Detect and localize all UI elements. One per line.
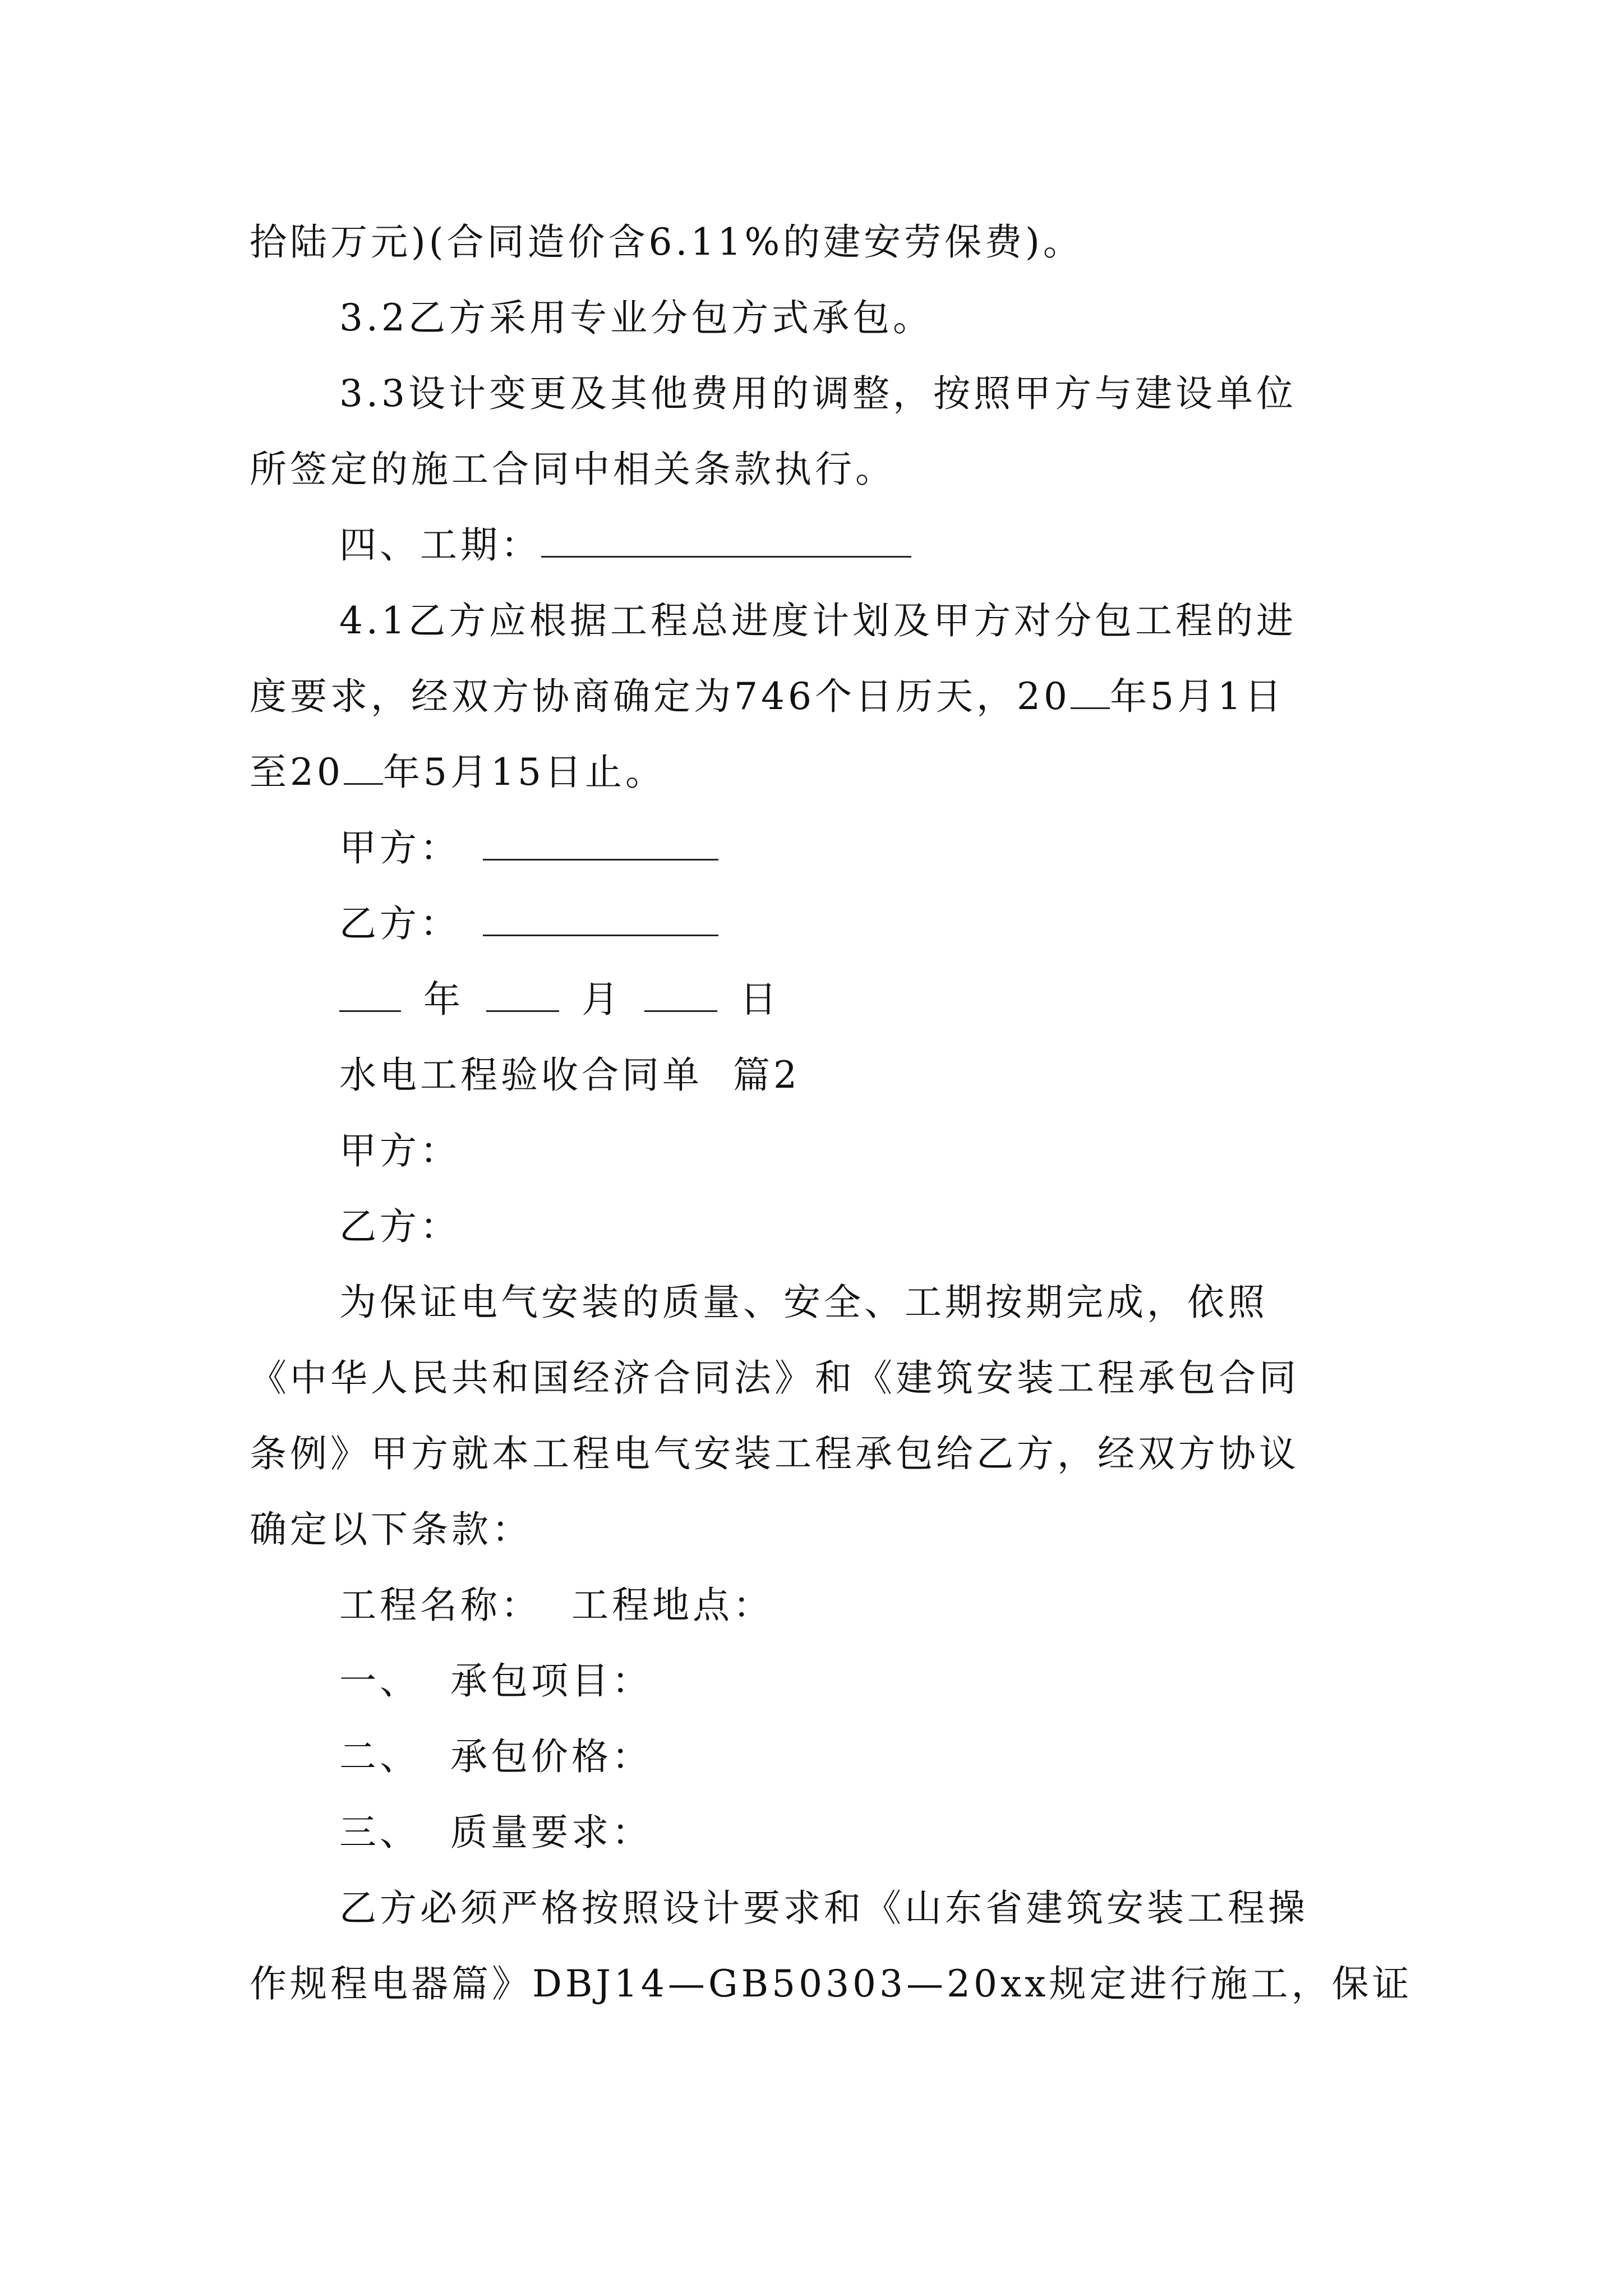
clause-heading: 一、 承包项目： <box>339 1659 652 1703</box>
party-b-line: 乙方： <box>339 1205 460 1248</box>
signature-party-b <box>339 901 718 946</box>
text-run: 年5月15日止。 <box>382 751 666 794</box>
paragraph-line: 3.2乙方采用专业分包方式承包。 <box>339 296 933 339</box>
paragraph-line: 乙方必须严格按照设计要求和《山东省建筑安装工程操 <box>339 1887 1308 1930</box>
fill-blank <box>483 902 718 936</box>
fill-blank <box>483 826 718 861</box>
fill-blank <box>344 751 383 785</box>
section-heading-schedule <box>339 523 911 568</box>
paragraph-line <box>250 750 666 795</box>
paragraph-line: 作规程电器篇》DBJ14—GB50303—20xx规定进行施工，保证 <box>250 1962 1413 2005</box>
clause-heading: 二、 承包价格： <box>339 1735 652 1778</box>
party-b-label: 乙方： <box>339 902 460 945</box>
document-section-title: 水电工程验收合同单 篇2 <box>339 1053 800 1097</box>
paragraph-line: 所签定的施工合同中相关条款执行。 <box>250 448 896 491</box>
paragraph-line: 确定以下条款： <box>250 1508 532 1551</box>
fill-blank <box>1071 675 1110 709</box>
text-run: 度要求，经双方协商确定为746个日历天，20 <box>250 675 1071 718</box>
clause-heading: 三、 质量要求： <box>339 1811 652 1854</box>
project-info-line: 工程名称： 工程地点： <box>339 1584 773 1627</box>
fill-blank <box>339 978 401 1012</box>
text-run: 至20 <box>250 751 344 794</box>
paragraph-line: 《中华人民共和国经济合同法》和《建筑安装工程承包合同 <box>250 1356 1299 1400</box>
signature-party-a <box>339 826 718 871</box>
date-year-label: 年 <box>423 978 464 1021</box>
fill-blank <box>541 523 911 558</box>
fill-blank <box>644 978 717 1012</box>
party-a-line: 甲方： <box>339 1129 460 1172</box>
paragraph-line: 3.3设计变更及其他费用的调整，按照甲方与建设单位 <box>339 372 1297 415</box>
party-a-label: 甲方： <box>339 826 460 869</box>
paragraph-line <box>250 674 1285 719</box>
paragraph-line: 条例》甲方就本工程电气安装工程承包给乙方，经双方协议 <box>250 1432 1299 1475</box>
date-month-label: 月 <box>582 978 622 1021</box>
paragraph-line: 拾陆万元)(合同造价含6.11%的建安劳保费)。 <box>250 220 1083 264</box>
date-day-label: 日 <box>740 978 780 1021</box>
heading-label: 四、工期： <box>339 523 541 567</box>
paragraph-line: 4.1乙方应根据工程总进度计划及甲方对分包工程的进 <box>339 599 1297 642</box>
paragraph-line: 为保证电气安装的质量、安全、工期按期完成，依照 <box>339 1281 1268 1324</box>
fill-blank <box>486 978 559 1012</box>
text-run: 年5月1日 <box>1109 675 1285 718</box>
date-line <box>339 977 780 1022</box>
